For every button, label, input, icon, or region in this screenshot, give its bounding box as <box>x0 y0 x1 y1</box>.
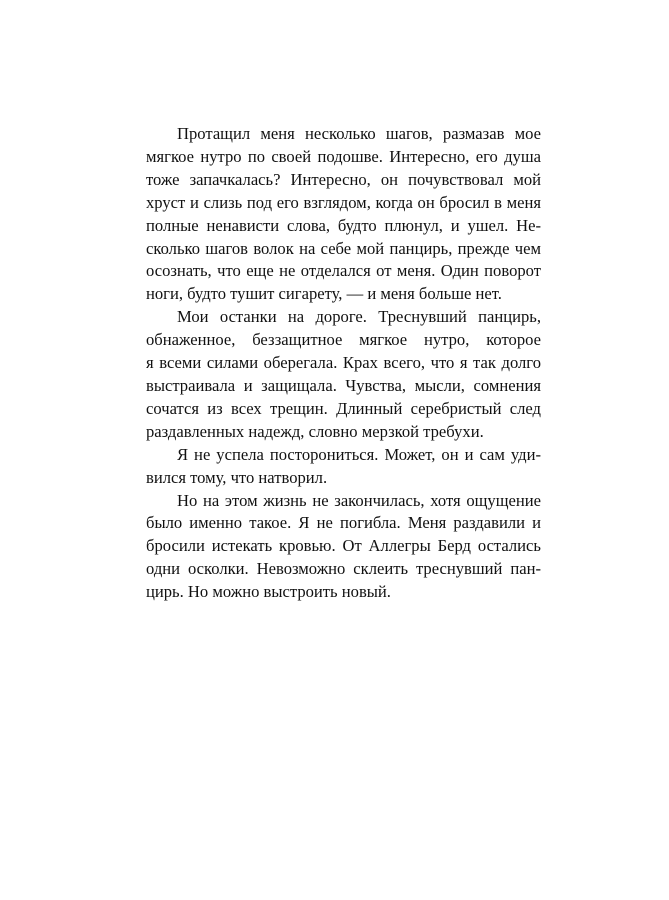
text-line: раздавленных надежд, словно мерзкой требухи. <box>146 421 484 441</box>
text-line: обнаженное, беззащитное мягкое нутро, которое <box>146 330 541 350</box>
text-line: Мои останки на дороге. Треснувший панцирь, <box>177 307 541 327</box>
body-text <box>146 123 541 604</box>
text-line: я всеми силами оберегала. Крах всего, что я так долго <box>146 353 541 373</box>
text-line: Протащил меня несколько шагов, размазав мое <box>177 124 541 143</box>
paragraph-4 <box>146 490 541 605</box>
text-line: мягкое нутро по своей подошве. Интересно, его душа <box>146 146 541 166</box>
text-line: бросили истекать кровью. От Аллегры Берд остались <box>146 536 541 556</box>
text-line: хруст и слизь под его взглядом, когда он бросил в меня <box>146 192 541 212</box>
text-line: сколько шагов волок на себе мой панцирь, прежде чем <box>146 238 541 258</box>
paragraph-2 <box>146 306 541 443</box>
text-line: Но на этом жизнь не закончилась, хотя ощущение <box>177 490 541 510</box>
text-line: выстраивала и защищала. Чувства, мысли, сомнения <box>146 375 541 395</box>
text-line: тоже запачкалась? Интересно, он почувствовал мой <box>146 169 541 189</box>
text-line: было именно такое. Я не погибла. Меня раздавили и <box>146 513 541 533</box>
text-line: одни осколки. Невозможно склеить треснувший пан- <box>146 559 541 579</box>
paragraph-3 <box>146 444 541 490</box>
text-line: полные ненависти слова, будто плюнул, и ушел. Не- <box>146 215 541 235</box>
text-line: ноги, будто тушит сигарету, — и меня больше нет. <box>146 284 502 304</box>
text-line: Я не успела посторониться. Может, он и сам уди- <box>177 444 541 464</box>
paragraph-1 <box>146 123 541 306</box>
text-line: цирь. Но можно выстроить новый. <box>146 582 391 602</box>
text-line: вился тому, что натворил. <box>146 467 328 487</box>
text-line: осознать, что еще не отделался от меня. Один поворот <box>146 261 541 281</box>
text-line: сочатся из всех трещин. Длинный серебристый след <box>146 398 541 418</box>
